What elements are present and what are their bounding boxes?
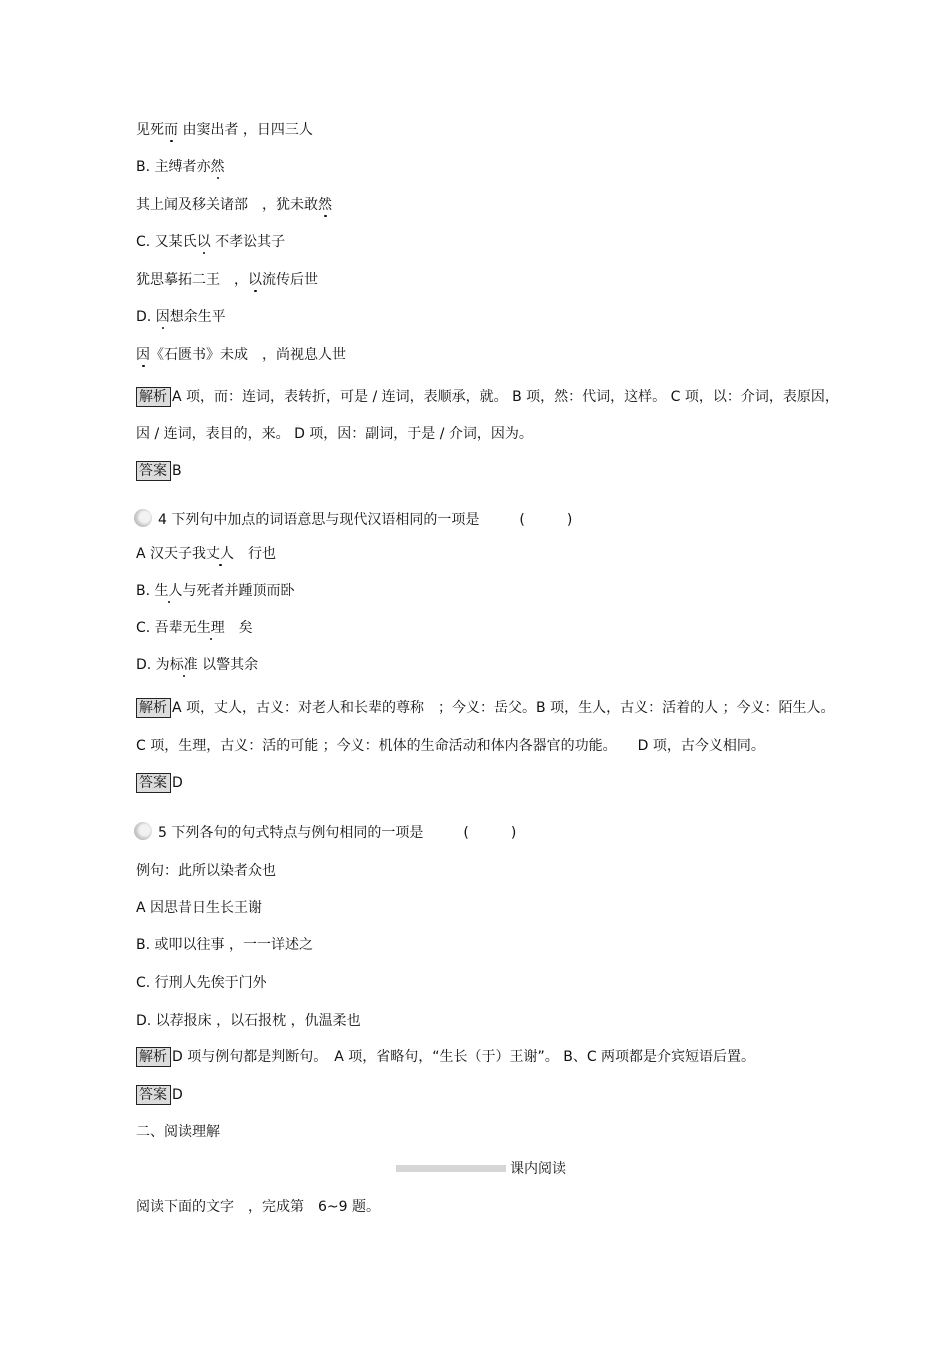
section-banner [396,1158,566,1178]
option-c-sentence-2: 犹思摹拓二王 ，以流传后世 [136,272,318,288]
q5-option-c: C. 行刑人先俟于门外 [136,975,267,991]
question-5-stem: 5 下列各句的句式特点与例句相同的一项是 ( ) [136,822,516,843]
analysis-label: 解析 [136,387,171,407]
option-b-sentence-2: 其上闻及移关诸部 ，犹未敢然 [136,197,332,213]
emphasis-dot-word: 标准 [169,657,198,673]
answer-value: D [172,1087,183,1103]
banner-label: 课内阅读 [510,1161,566,1177]
q4-option-b: B. 生人与死者并踵顶而卧 [136,583,295,599]
q4-option-c: C. 吾辈无生理 矣 [136,620,253,636]
emphasis-dot-word: 生人 [154,583,183,599]
option-c-sentence-1: C. 又某氏以 不孝讼其子 [136,234,286,250]
emphasis-dot-char: 然 [318,197,332,213]
q5-option-d: D. 以荐报床 ，以石报枕 ，仇温柔也 [136,1013,361,1029]
banner-bar [396,1165,506,1172]
question-bullet-icon [134,509,152,527]
question-bullet-icon [134,822,152,840]
emphasis-dot-char: 因 [136,347,150,363]
question-4-stem: 4 下列句中加点的词语意思与现代汉语相同的一项是 ( ) [136,509,572,530]
section-heading: 二、阅读理解 [136,1124,220,1140]
option-b-sentence-1: B. 主缚者亦然 [136,159,225,175]
answer-label: 答案 [136,461,171,481]
emphasis-dot-char: 因 [155,309,170,325]
q5-example: 例句：此所以染者众也 [136,863,276,879]
answer-label: 答案 [136,773,171,793]
emphasis-dot-char: 以 [248,272,262,288]
reading-instruction: 阅读下面的文字 ，完成第 6~9 题。 [136,1199,380,1215]
option-d-sentence-2: 因《石匮书》未成 ，尚视息人世 [136,347,346,363]
q4-analysis-continuation: C 项，生理，古义：活的可能 ；今义：机体的生命活动和体内各器官的功能。 D 项，古今义相同。 [136,738,765,754]
analysis-continuation: 因 / 连词，表目的，来。 D 项，因：副词，于是 / 介词，因为。 [136,426,533,442]
analysis-label: 解析 [136,1047,171,1067]
option-d-sentence-1: D. 因想余生平 [136,309,226,325]
emphasis-dot-char: 以 [196,234,211,250]
answer-block [136,461,182,481]
option-a-sentence-2: 见死而 由窦出者 ，日四三人 [136,122,313,138]
q5-option-b: B. 或叩以往事 ，一一详述之 [136,937,313,953]
q4-answer [136,773,183,793]
answer-label: 答案 [136,1085,171,1105]
q4-analysis: 解析 A 项，丈人，古义：对老人和长辈的尊称 ；今义：岳父。B 项，生人，古义：活着的人 ；今义：陌生人。 [136,698,835,718]
analysis-label: 解析 [136,698,171,718]
q5-option-a: A 因思昔日生长王谢 [136,900,263,916]
q4-option-d: D. 为标准 以警其余 [136,657,259,673]
emphasis-dot-char: 然 [210,159,225,175]
analysis-block: 解析 A 项，而：连词，表转折，可是 / 连词，表顺承，就。 B 项，然：代词，这样。 C 项，以：介词，表原因， [136,387,839,407]
answer-value: B [172,463,182,479]
q5-answer [136,1085,183,1105]
emphasis-dot-word: 生理 [196,620,225,636]
answer-value: D [172,775,183,791]
q5-analysis: 解析 D 项与例句都是判断句。 A 项，省略句，“生长（于）王谢”。 B、C 两项都是介宾短语后置。 [136,1047,755,1067]
q4-option-a: A 汉天子我丈人 行也 [136,546,277,562]
emphasis-dot-char: 而 [164,122,178,138]
emphasis-dot-word: 丈人 [206,546,235,562]
